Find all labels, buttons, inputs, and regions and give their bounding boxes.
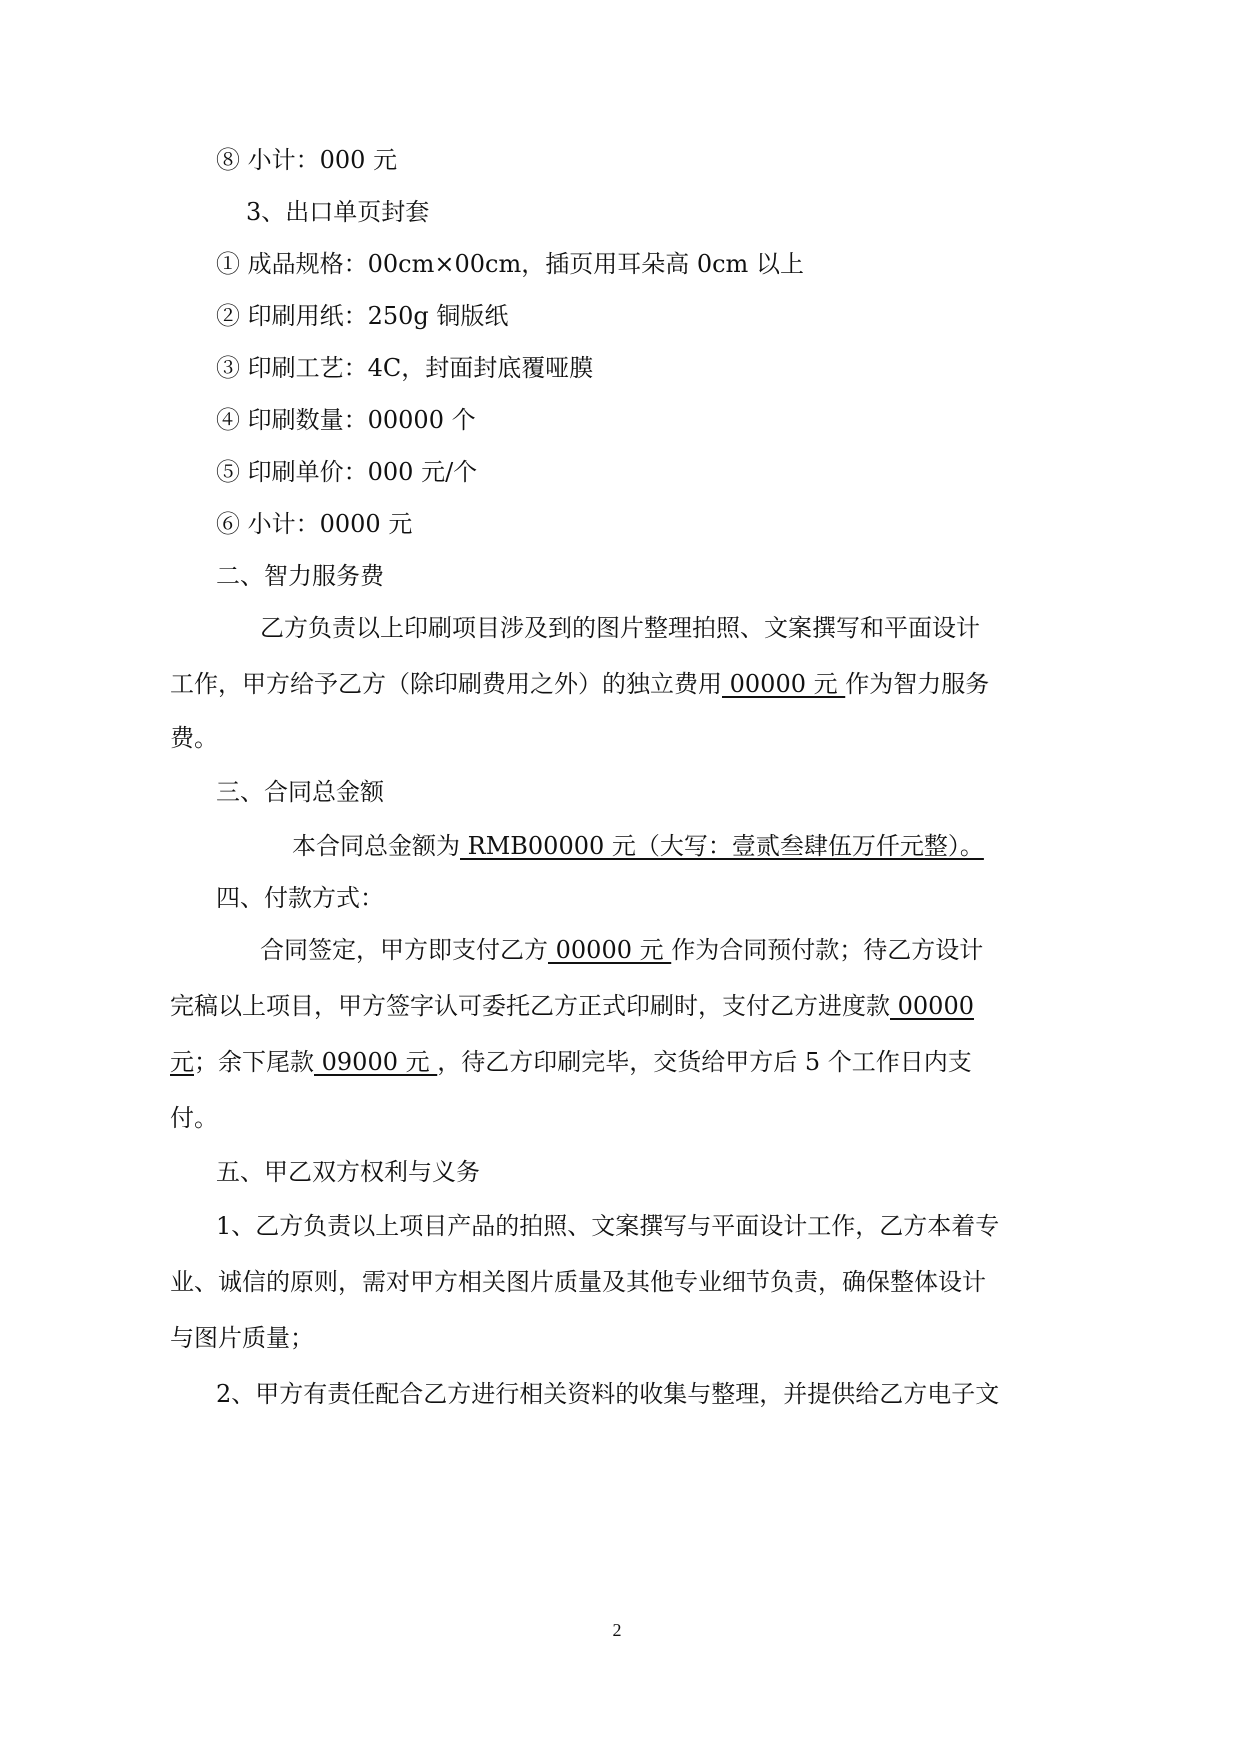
paragraph-line: 业、诚信的原则，需对甲方相关图片质量及其他专业细节负责，确保整体设计 [170, 1268, 986, 1296]
list-item-process: ③ 印刷工艺：4C，封面封底覆哑膜 [216, 354, 594, 382]
progress-payment-unit: 元 [170, 1048, 194, 1076]
paragraph-line: 费。 [170, 724, 218, 752]
paragraph-line [170, 668, 989, 700]
text-run: 作为合同预付款；待乙方设计 [671, 936, 984, 964]
paragraph-line: 与图片质量； [170, 1324, 314, 1352]
paragraph-line: 付。 [170, 1104, 218, 1132]
progress-payment-amount: 00000 [890, 992, 974, 1020]
text-run: 完稿以上项目，甲方签字认可委托乙方正式印刷时，支付乙方进度款 [170, 992, 890, 1020]
text-run: ；余下尾款 [194, 1048, 314, 1076]
page-number: 2 [612, 1620, 622, 1640]
paragraph-line: 乙方负责以上印刷项目涉及到的图片整理拍照、文案撰写和平面设计 [260, 614, 980, 642]
text-run: 作为智力服务 [845, 670, 990, 698]
section-heading-rights: 五、甲乙双方权利与义务 [216, 1158, 480, 1186]
section-heading-service-fee: 二、智力服务费 [216, 562, 384, 590]
list-item-spec: ① 成品规格：00cm×00cm，插页用耳朵高 0cm 以上 [216, 250, 804, 278]
total-amount: RMB00000 元（大写：壹贰叁肆伍万仟元整）。 [460, 832, 984, 860]
paragraph-line [260, 934, 983, 966]
total-amount-line [292, 830, 984, 862]
text-run: ，待乙方印刷完毕，交货给甲方后 5 个工作日内支 [437, 1048, 972, 1076]
section-heading-3: 3、出口单页封套 [246, 198, 430, 226]
list-item-paper: ② 印刷用纸：250g 铜版纸 [216, 302, 509, 330]
section-heading-total: 三、合同总金额 [216, 778, 384, 806]
paragraph-line: 2、甲方有责任配合乙方进行相关资料的收集与整理，并提供给乙方电子文 [216, 1380, 1000, 1408]
paragraph-line [170, 990, 974, 1022]
paragraph-line: 1、乙方负责以上项目产品的拍照、文案撰写与平面设计工作，乙方本着专 [216, 1212, 1000, 1240]
prepayment-amount: 00000 元 [548, 936, 672, 964]
text-run: 合同签定，甲方即支付乙方 [260, 936, 548, 964]
list-item-subtotal: ⑥ 小计：0000 元 [216, 510, 413, 538]
service-fee-amount: 00000 元 [722, 670, 846, 698]
list-item-unit-price: ⑤ 印刷单价：000 元/个 [216, 458, 478, 486]
final-payment-amount: 09000 元 [314, 1048, 438, 1076]
text-run: 工作，甲方给予乙方（除印刷费用之外）的独立费用 [170, 670, 722, 698]
item-8-subtotal: ⑧ 小计：000 元 [216, 146, 398, 174]
section-heading-payment: 四、付款方式： [216, 884, 384, 912]
list-item-quantity: ④ 印刷数量：00000 个 [216, 406, 476, 434]
paragraph-line [170, 1046, 972, 1078]
text-run: 本合同总金额为 [292, 832, 460, 860]
